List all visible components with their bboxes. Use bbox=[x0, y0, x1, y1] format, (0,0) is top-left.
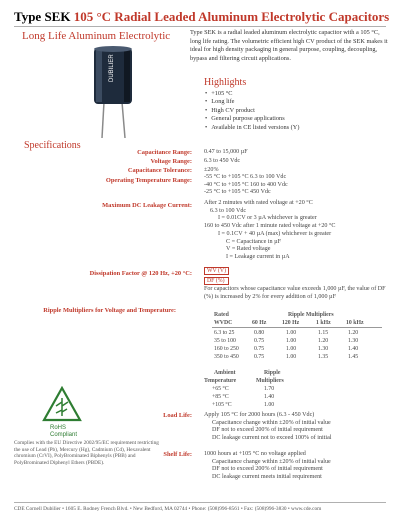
temp-header: Ambient bbox=[214, 370, 236, 376]
ripple-col-header: 10 kHz bbox=[346, 320, 364, 326]
dc-leakage-values bbox=[204, 200, 336, 262]
ripple-rated-header: Rated bbox=[214, 312, 229, 318]
highlights-list bbox=[205, 90, 299, 132]
ripple-cell: 1.15 bbox=[318, 330, 329, 336]
dissipation-factor-note: For capacitors whose capacitance value exceeds 1,000 µF, the value of DF (%) is increased by 2% for every addition of 1,000 µF bbox=[204, 286, 386, 300]
dissipation-factor-label: Dissipation Factor @ 120 Hz, +20 °C: bbox=[89, 270, 192, 277]
operating-temperature-line: -55 °C to +105 °C 6.3 to 100 Vdc bbox=[204, 174, 287, 180]
ripple-cell: 1.20 bbox=[348, 330, 359, 336]
shelf-life-line: Capacitance change within ±20% of initial value bbox=[212, 458, 331, 465]
df-row-label-wv: WV (V) bbox=[204, 267, 229, 275]
capacitance-tolerance-label: Capacitance Tolerance: bbox=[127, 167, 192, 174]
temp-cell: 1.40 bbox=[264, 394, 275, 400]
footer-text: CDE Cornell Dubilier • 1605 E. Rodney French Blvd. • New Bedford, MA 02744 • Phone: (508)996-8561 • Fax: (508)996-3830 • www.cde.com bbox=[14, 506, 322, 512]
ripple-cell: 1.30 bbox=[348, 338, 359, 344]
rohs-logo-icon bbox=[42, 386, 82, 430]
ripple-group-header: Ripple Multipliers bbox=[288, 312, 334, 318]
ripple-cell: 160 to 250 bbox=[214, 346, 239, 352]
ripple-cell: 350 to 450 bbox=[214, 354, 239, 360]
ripple-col-header: WVDC bbox=[214, 320, 233, 326]
load-life-line: DF not to exceed 200% of initial requirement bbox=[212, 427, 323, 434]
intro-paragraph: Type SEK is a radial leaded aluminum electrolytic capacitor with a 105 °C, long life rating. The volumetric efficient high CV product of the SEK makes it ideal for high density packaging in general purpose, coupling, decoupling, bypass and filtering circuit applications. bbox=[190, 29, 388, 62]
ripple-header-rule bbox=[212, 327, 382, 328]
ripple-col-header: 1 kHz bbox=[316, 320, 331, 326]
rohs-compliance-text: Complies with the EU Directive 2002/95/EC requirement restricting the use of Lead (Pb), Mercury (Hg), Cadmium (Cd), Hexavalent chromium (CrVI), PolyBrominated Biphenyls (PBB) and PolyBrominated Diphenyl Ethers (PBDE). bbox=[14, 440, 159, 466]
shelf-life-line: DC leakage current meets initial requirement bbox=[212, 474, 322, 481]
highlight-item: • Long life bbox=[205, 98, 299, 106]
shelf-life-label: Shelf Life: bbox=[163, 451, 192, 458]
load-life-line: Apply 105 °C for 2000 hours (6.3 - 450 Vdc) bbox=[204, 412, 315, 418]
temp-header: Temperature bbox=[204, 378, 237, 384]
footer-divider bbox=[14, 502, 386, 503]
operating-temperature-line: -40 °C to +105 °C 160 to 400 Vdc bbox=[204, 181, 288, 188]
temp-cell: 1.70 bbox=[264, 386, 275, 392]
dc-leakage-line: 160 to 450 Vdc after 1 minute rated voltage at +20 °C bbox=[204, 223, 336, 230]
ripple-cell: 1.00 bbox=[286, 338, 297, 344]
dc-leakage-line: I = Leakage current in µA bbox=[226, 253, 290, 260]
voltage-range-value: 6.3 to 450 Vdc bbox=[204, 158, 241, 164]
ripple-cell: 1.20 bbox=[318, 338, 329, 344]
df-row-label-df: DF (%) bbox=[204, 277, 229, 285]
temp-header: Ripple bbox=[264, 370, 281, 376]
ripple-cell: 35 to 100 bbox=[214, 338, 236, 344]
ripple-cell: 1.00 bbox=[286, 354, 297, 360]
dc-leakage-line: I = 0.1CV + 40 µA (max) whichever is greater bbox=[218, 230, 332, 237]
capacitance-range-value: 0.47 to 15,000 µF bbox=[204, 149, 248, 155]
ripple-cell: 1.35 bbox=[318, 354, 329, 360]
shelf-life-line: DF not to exceed 200% of initial requirement bbox=[212, 466, 323, 473]
load-life-line: DC leakage current not to exceed 100% of initial bbox=[212, 435, 332, 442]
shelf-life-line: 1000 hours at +105 °C no voltage applied bbox=[204, 451, 306, 457]
ripple-cell: 0.75 bbox=[254, 346, 265, 352]
highlight-item: • Available in CE listed versions (Y) bbox=[205, 124, 299, 132]
title-divider bbox=[14, 26, 386, 27]
ripple-label: Ripple Multipliers for Voltage and Temperature: bbox=[43, 307, 176, 314]
operating-temperature-values bbox=[204, 174, 288, 197]
type-label: Type SEK bbox=[14, 9, 71, 24]
temp-cell: +85 °C bbox=[212, 394, 229, 400]
ripple-cell: 0.80 bbox=[254, 330, 265, 336]
dc-leakage-line: V = Rated voltage bbox=[226, 246, 271, 253]
capacitance-range-label: Capacitance Range: bbox=[137, 149, 192, 156]
highlight-item: • +105 °C bbox=[205, 90, 299, 98]
dc-leakage-line: 6.3 to 100 Vdc bbox=[210, 207, 247, 214]
ripple-cell: 0.75 bbox=[254, 338, 265, 344]
ripple-cell: 0.75 bbox=[254, 354, 265, 360]
ripple-cell: 1.40 bbox=[348, 346, 359, 352]
ripple-cell: 1.00 bbox=[286, 346, 297, 352]
temp-header: Multipliers bbox=[256, 378, 284, 384]
dc-leakage-line: I = 0.01CV or 3 µA whichever is greater bbox=[218, 215, 317, 222]
ripple-cell: 6.3 to 25 bbox=[214, 330, 235, 336]
subtitle: Long Life Aluminum Electrolytic bbox=[22, 30, 171, 42]
dissipation-factor-table bbox=[204, 267, 229, 285]
load-life-values bbox=[204, 412, 331, 443]
rohs-label-line: Compliant bbox=[50, 432, 78, 438]
capacitor-brand-text: DUBILIER bbox=[109, 54, 115, 82]
temp-cell: +105 °C bbox=[212, 402, 232, 408]
rohs-label bbox=[50, 425, 77, 439]
voltage-range-label: Voltage Range: bbox=[150, 158, 192, 165]
shelf-life-values bbox=[204, 451, 331, 482]
dc-leakage-line: After 2 minutes with rated voltage at +20 °C bbox=[204, 200, 313, 206]
title-text: 105 °C Radial Leaded Aluminum Electrolytic Capacitors bbox=[73, 9, 390, 24]
capacitance-tolerance-value: ±20% bbox=[204, 167, 219, 173]
temp-cell: +65 °C bbox=[212, 386, 229, 392]
rohs-label-line: RoHS bbox=[50, 425, 67, 431]
ripple-cell: 1.00 bbox=[286, 330, 297, 336]
highlight-item: • High CV product bbox=[205, 107, 299, 115]
highlights-title: Highlights bbox=[204, 77, 247, 88]
operating-temperature-line: -25 °C to +105 °C 450 Vdc bbox=[204, 189, 271, 196]
dc-leakage-label: Maximum DC Leakage Current: bbox=[102, 202, 192, 209]
operating-temperature-label: Operating Temperature Range: bbox=[105, 177, 192, 184]
capacitor-image bbox=[88, 44, 140, 140]
ripple-col-header: 120 Hz bbox=[282, 320, 300, 326]
specifications-title: Specifications bbox=[24, 140, 81, 151]
page-title bbox=[14, 9, 389, 25]
load-life-label: Load Life: bbox=[163, 412, 192, 419]
temp-cell: 1.00 bbox=[264, 402, 275, 408]
ripple-col-header: 60 Hz bbox=[252, 320, 267, 326]
load-life-line: Capacitance change within ±20% of initial value bbox=[212, 419, 331, 426]
ripple-cell: 1.45 bbox=[348, 354, 359, 360]
dc-leakage-line: C = Capacitance in µF bbox=[226, 238, 282, 245]
highlight-item: • General purpose applications bbox=[205, 115, 299, 123]
ripple-cell: 1.30 bbox=[318, 346, 329, 352]
